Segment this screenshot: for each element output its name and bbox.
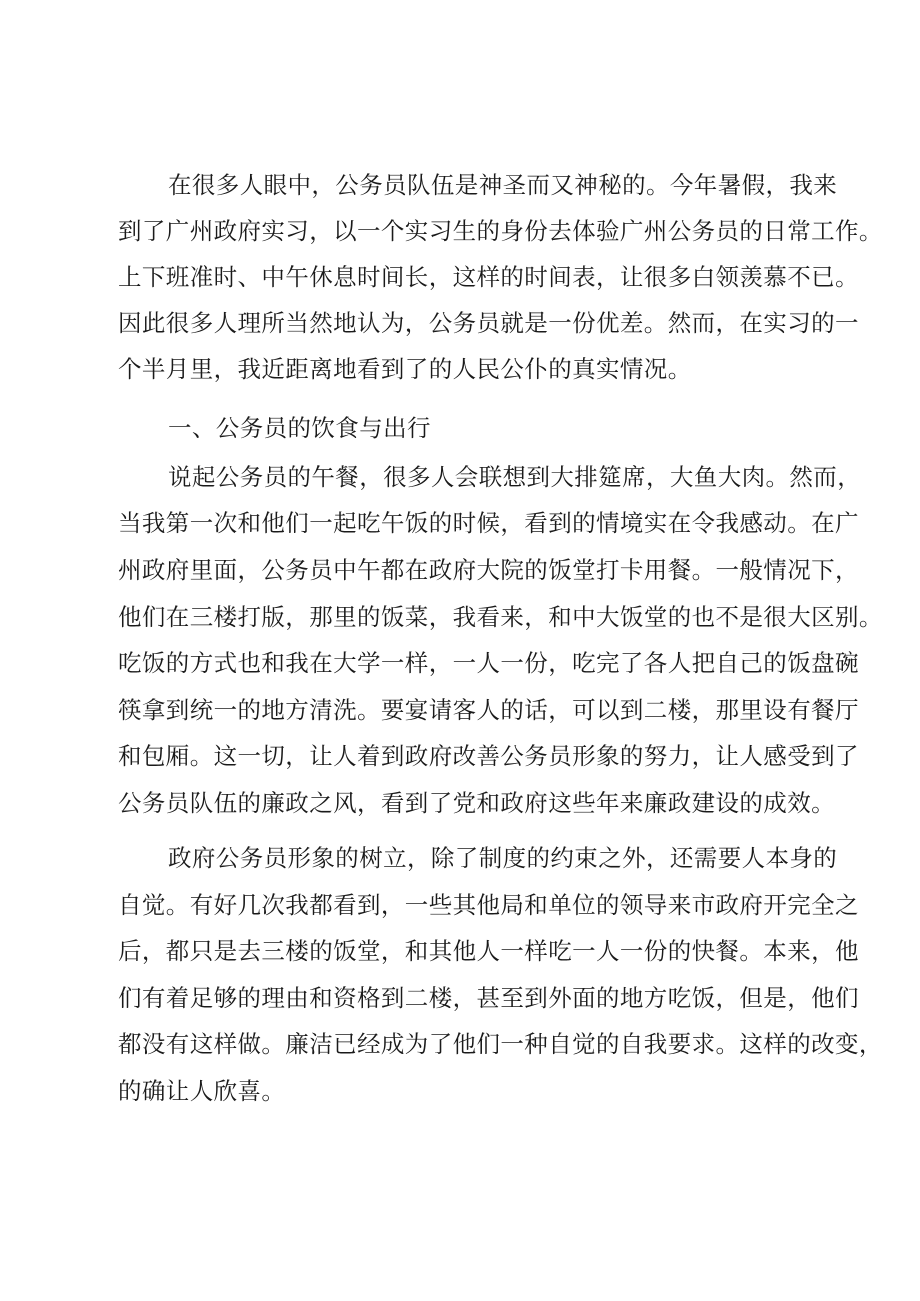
paragraph-2-line-3: 州政府里面，公务员中午都在政府大院的饭堂打卡用餐。一般情况下，: [118, 556, 859, 584]
paragraph-1-line-3: 上下班准时、中午休息时间长，这样的时间表，让很多白领羡慕不已。: [118, 263, 859, 291]
paragraph-3-line-3: 后，都只是去三楼的饭堂，和其他人一样吃一人一份的快餐。本来，他: [118, 937, 859, 965]
paragraph-2-line-6: 筷拿到统一的地方清洗。要宴请客人的话，可以到二楼，那里设有餐厅: [118, 696, 859, 724]
paragraph-2-line-7: 和包厢。这一切，让人着到政府改善公务员形象的努力，让人感受到了: [118, 742, 859, 770]
paragraph-1-line-4: 因此很多人理所当然地认为，公务员就是一份优差。然而，在实习的一: [118, 309, 859, 337]
paragraph-1-line-1: 在很多人眼中，公务员队伍是神圣而又神秘的。今年暑假，我来: [168, 171, 838, 199]
paragraph-2-line-4: 他们在三楼打版，那里的饭菜，我看来，和中大饭堂的也不是很大区别。: [118, 603, 883, 631]
paragraph-1-line-2: 到了广州政府实习，以一个实习生的身份去体验广州公务员的日常工作。: [118, 217, 883, 245]
paragraph-3-line-1: 政府公务员形象的树立，除了制度的约束之外，还需要人本身的: [168, 844, 838, 872]
paragraph-2-line-8: 公务员队伍的廉政之风，看到了党和政府这些年来廉政建设的成效。: [118, 789, 835, 817]
paragraph-3-line-4: 们有着足够的理由和资格到二楼，甚至到外面的地方吃饭，但是，他们: [118, 984, 859, 1012]
paragraph-1-line-5: 个半月里，我近距离地看到了的人民公仆的真实情况。: [118, 355, 692, 383]
paragraph-3-line-5: 都没有这样做。廉洁已经成为了他们一种自觉的自我要求。这样的改变，: [118, 1030, 883, 1058]
paragraph-3-line-6: 的确让人欣喜。: [118, 1077, 286, 1105]
paragraph-2-line-2: 当我第一次和他们一起吃午饭的时候，看到的情境实在令我感动。在广: [118, 509, 859, 537]
paragraph-3-line-2: 自觉。有好几次我都看到，一些其他局和单位的领导来市政府开完全之: [118, 891, 859, 919]
paragraph-2-line-1: 说起公务员的午餐，很多人会联想到大排筵席，大鱼大肉。然而，: [168, 463, 862, 491]
paragraph-2-line-5: 吃饭的方式也和我在大学一样，一人一份，吃完了各人把自己的饭盘碗: [118, 649, 859, 677]
section-heading: 一、公务员的饮食与出行: [168, 414, 431, 442]
